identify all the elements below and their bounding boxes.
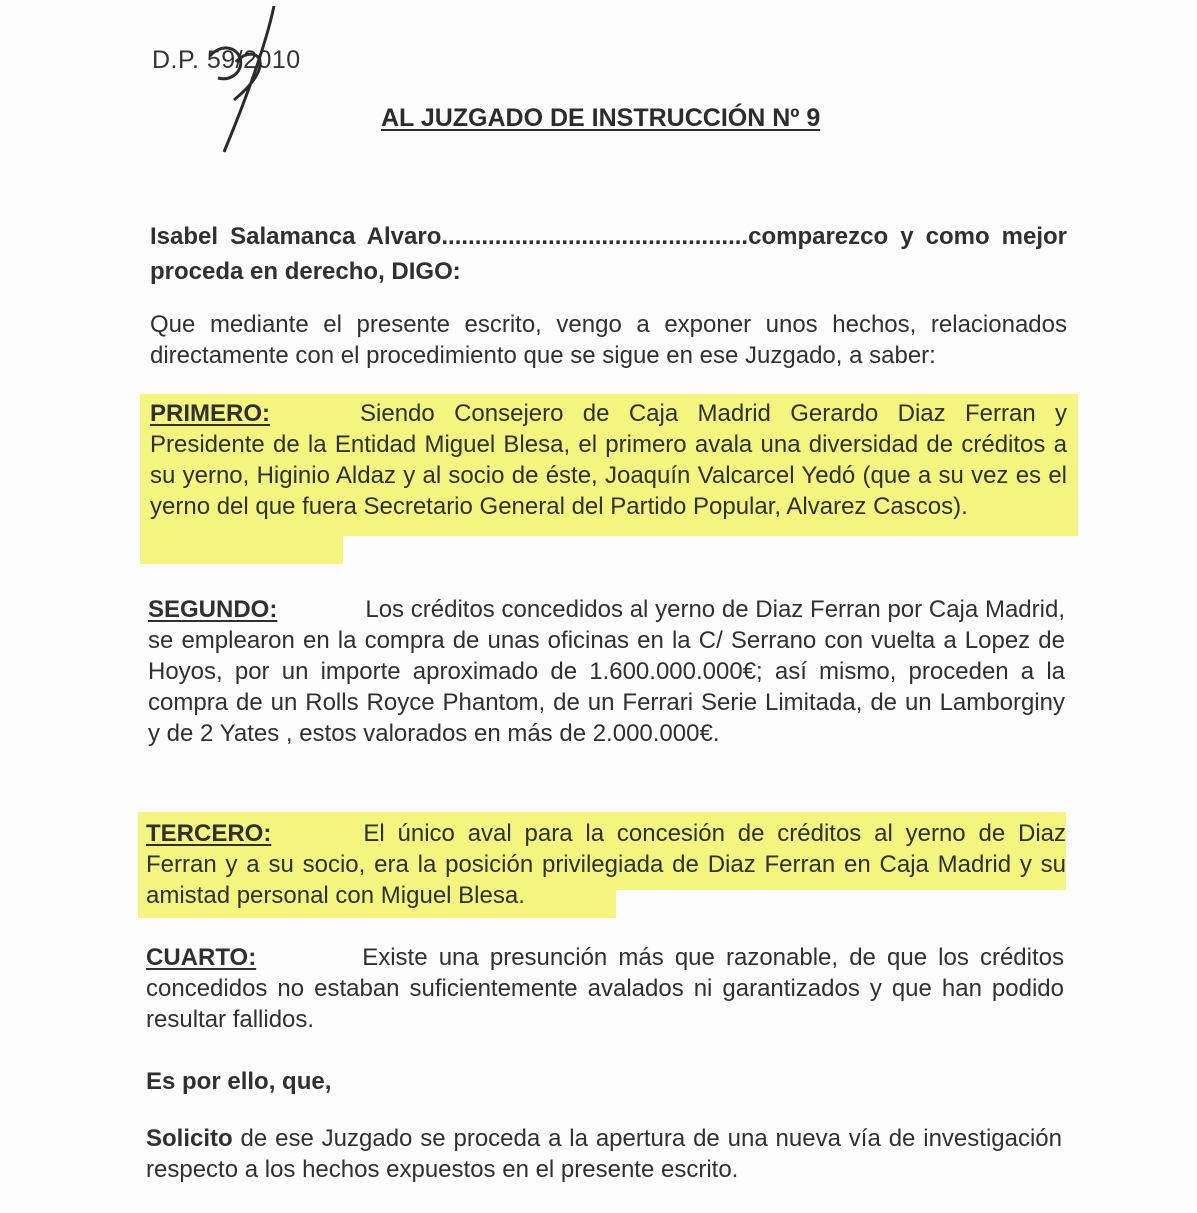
request-lead: Solicito	[146, 1125, 233, 1152]
section-text: Existe una presunción más que razonable, de que los créditos concedidos no estaban suficientemente avalados ni garantizados y que han podido resultar fallidos.	[146, 944, 1064, 1033]
intro-paragraph	[150, 219, 1067, 289]
section-text: El único aval para la concesión de créditos al yerno de Diaz Ferran y a su socio, era la posición privilegiada de Diaz Ferran en Caja Madrid y su amistad personal con Miguel Blesa.	[146, 820, 1066, 909]
section-heading: SEGUNDO:	[148, 596, 278, 623]
highlight-primero-tail	[140, 534, 343, 564]
claimant-name: Isabel Salamanca Alvaro	[150, 223, 442, 250]
section-tercero	[146, 818, 1066, 911]
case-reference: D.P. 59/2010	[152, 46, 301, 74]
intro-appear: comparezco y como mejor proceda en derecho, DIGO:	[150, 223, 1068, 285]
intro-dots: ..............................................	[441, 223, 749, 250]
section-primero	[150, 398, 1067, 522]
statement-paragraph: Que mediante el presente escrito, vengo a exponer unos hechos, relacionados directamente con el procedimiento que se sigue en ese Juzgado, a saber:	[150, 311, 1067, 369]
court-title: AL JUZGADO DE INSTRUCCIÓN Nº 9	[381, 104, 821, 132]
closing-line: Es por ello, que,	[146, 1068, 332, 1095]
section-heading: PRIMERO:	[150, 400, 270, 427]
section-segundo	[148, 594, 1065, 749]
request-text: de ese Juzgado se proceda a la apertura de una nueva vía de investigación respecto a los hechos expuestos en el presente escrito.	[146, 1125, 1062, 1183]
handwritten-slash-mark	[196, 4, 286, 154]
section-text: Los créditos concedidos al yerno de Diaz Ferran por Caja Madrid, se emplearon en la compra de unas oficinas en la C/ Serrano con vuelta a Lopez de Hoyos, por un importe aproximado de 1.600.000.000€; así mismo, proceden a la compra de un Rolls Royce Phantom, de un Ferrari Serie Limitada, de un Lamborginy y de 2 Yates , estos valorados en más de 2.000.000€.	[148, 596, 1065, 747]
section-cuarto	[146, 942, 1064, 1035]
section-text: Siendo Consejero de Caja Madrid Gerardo Diaz Ferran y Presidente de la Entidad Miguel Blesa, el primero avala una diversidad de créditos a su yerno, Higinio Aldaz y al socio de éste, Joaquín Valcarcel Yedó (que a su vez es el yerno del que fuera Secretario General del Partido Popular, Alvarez Cascos).	[150, 400, 1067, 520]
section-heading: CUARTO:	[146, 944, 257, 971]
request-paragraph	[146, 1123, 1062, 1185]
section-heading: TERCERO:	[146, 820, 272, 847]
